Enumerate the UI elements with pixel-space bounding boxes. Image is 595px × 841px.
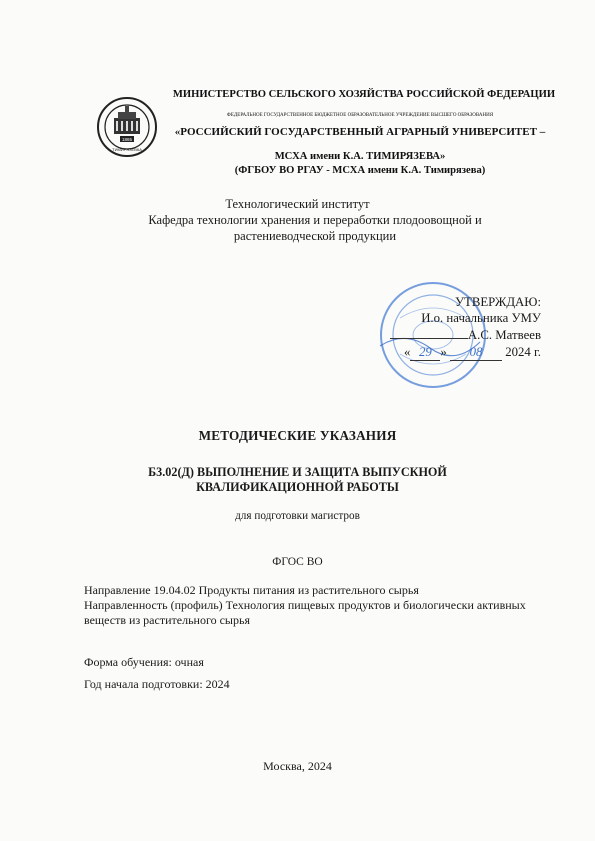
study-form-text: Форма обучения: очная xyxy=(84,655,204,669)
approval-heading: УТВЕРЖДАЮ: xyxy=(454,295,541,309)
university-name: «РОССИЙСКИЙ ГОСУДАРСТВЕННЫЙ АГРАРНЫЙ УНИВЕРСИТЕТ – xyxy=(174,126,546,138)
start-year-text: Год начала подготовки: 2024 xyxy=(84,677,230,691)
approval-date: « 29 » 08 2024 г. xyxy=(403,345,541,359)
profile-text: Направленность (профиль) Технология пищевых продуктов и биологически активных веществ из растительного сырья xyxy=(84,598,526,627)
svg-text:ТИМИРЯЗЕВКА: ТИМИРЯЗЕВКА xyxy=(112,147,142,152)
approval-signatory: А.С. Матвеев xyxy=(365,328,541,343)
subject-title: Б3.02(Д) ВЫПОЛНЕНИЕ И ЗАЩИТА ВЫПУСКНОЙ КВАЛИФИКАЦИОННОЙ РАБОТЫ xyxy=(148,465,447,494)
fgos-label: ФГОС ВО xyxy=(272,556,323,568)
university-short-name: (ФГБОУ ВО РГАУ - МСХА имени К.А. Тимирязева) xyxy=(234,165,486,176)
preparation-level: для подготовки магистров xyxy=(235,510,360,522)
department-name: Кафедра технологии хранения и переработки плодоовощной и растениеводческой продукции xyxy=(148,213,482,243)
city-year: Москва, 2024 xyxy=(263,759,332,773)
ministry-heading: МИНИСТЕРСТВО СЕЛЬСКОГО ХОЗЯЙСТВА РОССИЙСКОЙ ФЕДЕРАЦИИ xyxy=(172,89,556,100)
document-title: МЕТОДИЧЕСКИЕ УКАЗАНИЯ xyxy=(198,428,397,443)
university-name-line2: МСХА имени К.А. ТИМИРЯЗЕВА» xyxy=(274,151,446,162)
university-logo-icon xyxy=(96,96,158,158)
svg-text:1865: 1865 xyxy=(121,137,133,142)
approval-position: И.о. начальника УМУ xyxy=(421,311,541,325)
direction-text: Направление 19.04.02 Продукты питания из растительного сырья xyxy=(84,583,419,597)
institute-name: Технологический институт xyxy=(225,197,370,211)
institution-type: ФЕДЕРАЛЬНОЕ ГОСУДАРСТВЕННОЕ БЮДЖЕТНОЕ ОБРАЗОВАТЕЛЬНОЕ УЧРЕЖДЕНИЕ ВЫСШЕГО ОБРАЗОВАНИЯ xyxy=(226,113,494,118)
